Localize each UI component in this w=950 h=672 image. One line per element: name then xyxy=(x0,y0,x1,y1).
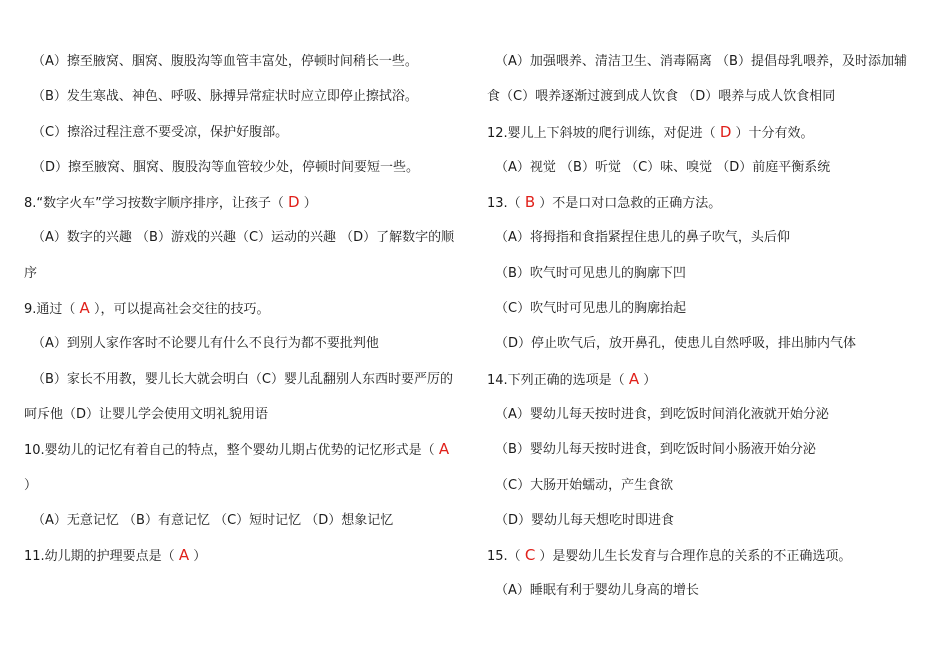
line-text: （A）视觉 （B）听觉 （C）味、嗅觉 （D）前庭平衡系统 xyxy=(495,159,831,175)
line-text: ） xyxy=(189,549,207,565)
text-line xyxy=(487,150,927,185)
text-line xyxy=(24,397,464,432)
text-line xyxy=(487,256,927,291)
line-text: 13.（ xyxy=(487,196,525,212)
line-text: （A）数字的兴趣 （B）游戏的兴趣（C）运动的兴趣 （D）了解数字的顺 xyxy=(32,230,455,246)
line-text: ）是婴幼儿生长发育与合理作息的关系的不正确选项。 xyxy=(535,549,852,565)
line-text: 10.婴幼儿的记忆有着自己的特点，整个婴幼儿期占优势的记忆形式是（ xyxy=(24,443,439,459)
line-text: （C）擦浴过程注意不要受凉，保护好腹部。 xyxy=(32,124,289,140)
line-text: 14.下列正确的选项是（ xyxy=(487,372,629,388)
text-line xyxy=(487,432,927,467)
text-line xyxy=(24,185,464,220)
line-text: （B）吹气时可见患儿的胸廓下凹 xyxy=(495,265,686,281)
line-text: 食（C）喂养逐渐过渡到成人饮食 （D）喂养与成人饮食相同 xyxy=(487,89,836,105)
text-line xyxy=(487,291,927,326)
answer-mark: C xyxy=(524,546,536,565)
line-text: ），可以提高社会交往的技巧。 xyxy=(89,302,270,318)
text-line xyxy=(487,185,927,220)
line-text: 9.通过（ xyxy=(24,302,80,318)
text-line xyxy=(487,362,927,397)
text-line xyxy=(487,115,927,150)
answer-mark: A xyxy=(79,299,90,318)
line-text: （A）到别人家作客时不论婴儿有什么不良行为都不要批判他 xyxy=(32,336,379,352)
answer-mark: A xyxy=(628,369,640,388)
left-column xyxy=(24,44,464,573)
text-line xyxy=(24,291,464,326)
line-text: ） xyxy=(24,477,38,493)
line-text: ）十分有效。 xyxy=(731,125,814,141)
answer-mark: A xyxy=(438,440,450,459)
line-text: 11.幼儿期的护理要点是（ xyxy=(24,549,179,565)
text-line xyxy=(24,150,464,185)
line-text: ） xyxy=(299,196,317,212)
text-line xyxy=(487,397,927,432)
answer-mark: B xyxy=(524,193,536,212)
line-text: 呵斥他（D）让婴儿学会使用文明礼貌用语 xyxy=(24,406,269,422)
text-line xyxy=(24,256,464,291)
line-text: （A）无意记忆 （B）有意记忆 （C）短时记忆 （D）想象记忆 xyxy=(32,512,394,528)
line-text: （B）家长不用教，婴儿长大就会明白（C）婴儿乱翻别人东西时要严厉的 xyxy=(32,371,453,387)
text-line xyxy=(24,468,464,503)
text-line xyxy=(24,44,464,79)
line-text: （A）睡眠有利于婴幼儿身高的增长 xyxy=(495,583,699,599)
text-line xyxy=(487,44,927,79)
text-line xyxy=(24,115,464,150)
text-line xyxy=(24,538,464,573)
text-line xyxy=(24,362,464,397)
text-line xyxy=(487,573,927,608)
line-text: （B）婴幼儿每天按时进食，到吃饭时间小肠液开始分泌 xyxy=(495,442,816,458)
text-line xyxy=(24,220,464,255)
line-text: （A）将拇指和食指紧捏住患儿的鼻子吹气，头后仰 xyxy=(495,230,790,246)
text-line xyxy=(24,79,464,114)
line-text: （A）婴幼儿每天按时进食，到吃饭时间消化液就开始分泌 xyxy=(495,406,829,422)
answer-mark: A xyxy=(178,546,190,565)
answer-mark: D xyxy=(288,193,300,212)
text-line xyxy=(487,538,927,573)
line-text: （B）发生寒战、神色、呼吸、脉搏异常症状时应立即停止擦拭浴。 xyxy=(32,89,418,105)
line-text: （A）加强喂养、清洁卫生、消毒隔离 （B）提倡母乳喂养，及时添加辅 xyxy=(495,54,907,69)
line-text: （D）婴幼儿每天想吃时即进食 xyxy=(495,512,675,528)
text-line xyxy=(487,503,927,538)
text-line xyxy=(24,432,464,467)
line-text: （C）吹气时可见患儿的胸廓抬起 xyxy=(495,301,687,317)
line-text: （A）擦至腋窝、腘窝、腹股沟等血管丰富处，停顿时间稍长一些。 xyxy=(32,54,418,69)
text-line xyxy=(487,220,927,255)
line-text: 8.“数字火车”学习按数字顺序排序，让孩子（ xyxy=(24,196,289,212)
line-text: 15.（ xyxy=(487,549,525,565)
text-line xyxy=(487,326,927,361)
line-text: ）不是口对口急救的正确方法。 xyxy=(535,196,722,212)
line-text: （D）停止吹气后，放开鼻孔，使患儿自然呼吸，排出肺内气体 xyxy=(495,336,857,352)
line-text: （D）擦至腋窝、腘窝、腹股沟等血管较少处，停顿时间要短一些。 xyxy=(32,159,420,175)
answer-mark: D xyxy=(719,122,732,141)
text-line xyxy=(24,503,464,538)
line-text: （C）大肠开始蠕动，产生食欲 xyxy=(495,477,674,493)
right-column xyxy=(487,44,927,609)
text-line xyxy=(487,79,927,114)
line-text: 序 xyxy=(24,265,38,281)
text-line xyxy=(24,326,464,361)
text-line xyxy=(487,468,927,503)
line-text: ） xyxy=(639,372,657,388)
line-text: 12.婴儿上下斜坡的爬行训练，对促进（ xyxy=(487,125,720,141)
